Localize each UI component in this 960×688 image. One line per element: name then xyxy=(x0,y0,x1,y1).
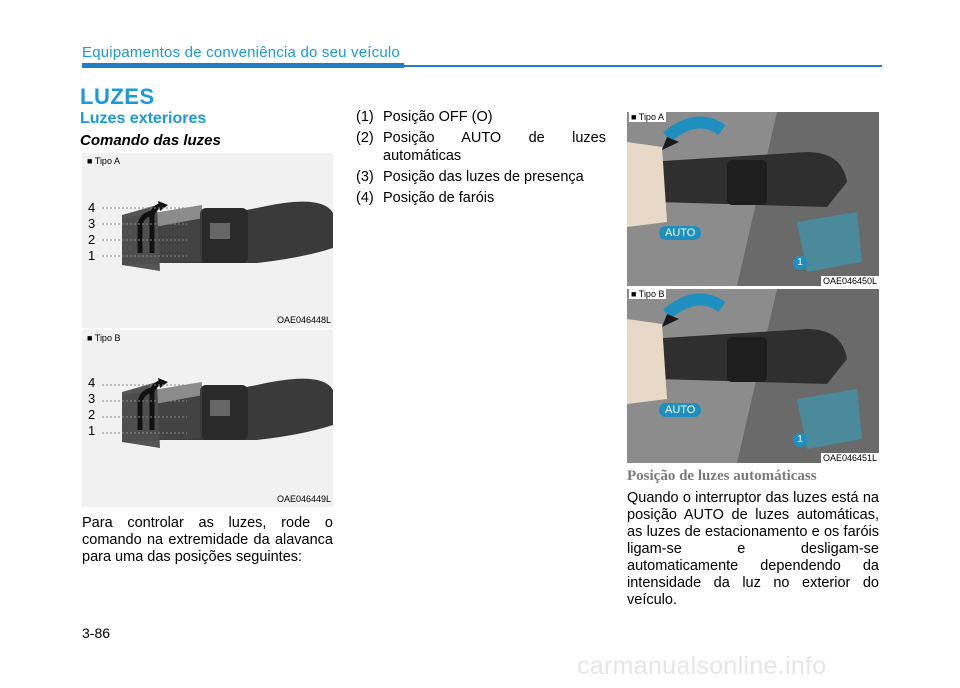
position-3: 3 xyxy=(88,391,96,406)
list-item: (1) Posição OFF (O) xyxy=(356,109,493,125)
watermark: carmanualsonline.info xyxy=(577,652,827,680)
position-4: 4 xyxy=(88,200,96,215)
auto-switch-illustration xyxy=(627,289,879,463)
auto-label: AUTO xyxy=(659,226,701,240)
page-number: 3-86 xyxy=(82,625,111,641)
figure-code: OAE046449L xyxy=(276,494,331,504)
marker-1: 1 xyxy=(793,256,807,270)
auto-section-body: Quando o interruptor das luzes está na posição AUTO de luzes automáticas, as luzes de estacionamento e os faróis ligam-se e desligam-se automaticamente dependendo da intensidade da luz no exterior do veículo. xyxy=(627,490,879,608)
auto-section-heading: Posição de luzes automáticass xyxy=(627,468,817,484)
auto-switch-illustration xyxy=(627,112,879,286)
position-1: 1 xyxy=(88,423,96,438)
header-bar xyxy=(82,63,404,68)
position-2: 2 xyxy=(88,232,96,247)
light-stalk-illustration xyxy=(82,153,333,328)
figure-code: OAE046448L xyxy=(276,315,331,325)
section-header: Equipamentos de conveniência do seu veículo xyxy=(82,44,400,61)
figure-label: ■ Tipo B xyxy=(631,289,665,299)
figure-label: ■ Tipo A xyxy=(631,112,664,122)
section-subtitle: Luzes exteriores xyxy=(80,110,207,127)
page-title: LUZES xyxy=(80,84,155,109)
position-3: 3 xyxy=(88,216,96,231)
position-2: 2 xyxy=(88,407,96,422)
position-numbers xyxy=(88,200,95,264)
position-numbers xyxy=(88,375,95,439)
header-rule xyxy=(404,65,882,67)
figure-auto-type-a xyxy=(627,112,879,286)
figure-code: OAE046451L xyxy=(822,453,877,463)
intro-paragraph: Para controlar as luzes, rode o comando na extremidade da alavanca para uma das posições seguintes: xyxy=(82,515,333,565)
figure-label: ■ Tipo A xyxy=(87,156,120,166)
list-item: (4) Posição de faróis xyxy=(356,190,495,206)
light-stalk-illustration xyxy=(82,330,333,507)
figure-stalk-type-a xyxy=(82,153,333,328)
subsection-title: Comando das luzes xyxy=(80,132,221,149)
figure-stalk-type-b xyxy=(82,330,333,507)
auto-label: AUTO xyxy=(659,403,701,417)
positions-list xyxy=(356,108,606,210)
figure-label: ■ Tipo B xyxy=(87,333,121,343)
marker-1: 1 xyxy=(793,433,807,447)
position-4: 4 xyxy=(88,375,96,390)
figure-code: OAE046450L xyxy=(822,276,877,286)
position-1: 1 xyxy=(88,248,96,263)
list-item: (3) Posição das luzes de presença xyxy=(356,169,584,185)
list-item: (2) Posição AUTO de luzes automáticas xyxy=(356,130,606,164)
figure-auto-type-b xyxy=(627,289,879,463)
